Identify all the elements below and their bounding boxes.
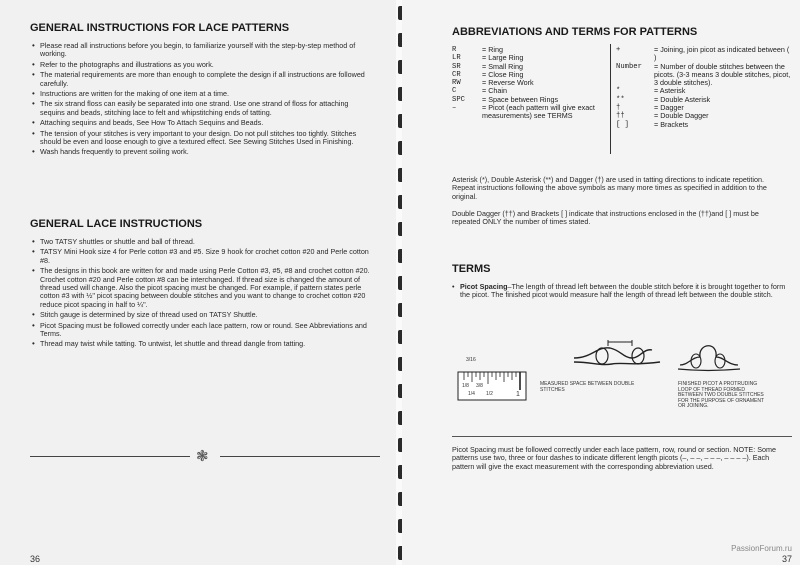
abbreviation-definition: = Small Ring xyxy=(482,61,523,71)
abbreviations-right-column xyxy=(616,46,791,129)
abbreviation-row xyxy=(452,79,607,87)
general-lace-list xyxy=(30,238,375,351)
abbreviations-left-column xyxy=(452,46,607,121)
brackets-paragraph: Double Dagger (††) and Brackets [ ] indicate that instructions enclosed in the (††)and [ ] must be repeated ONLY the number of times stated. xyxy=(452,209,759,227)
abbreviation-definition: = Picot (each pattern will give exact measurements) see TERMS xyxy=(482,103,595,121)
ruler-label-5: 1 xyxy=(516,391,520,398)
abbreviations-title: ABBREVIATIONS AND TERMS FOR PATTERNS xyxy=(452,26,698,38)
lace-instruction-item: • Picot Spacing must be followed correctly under each lace pattern, row or round. See Abbreviations and Terms. xyxy=(30,322,375,339)
ruler-illustration xyxy=(454,358,530,408)
finished-picot-illustration xyxy=(674,335,744,375)
general-instruction-item: • The material requirements are more than enough to complete the design if all instructions are followed carefully. xyxy=(30,71,375,88)
abbreviation-definition: = Dagger xyxy=(654,103,684,113)
picot-spacing-term: • Picot Spacing–The length of thread left between the double stitch before it is brought together to form the picot. The finished picot would measure half the length of thread left between the double stitch. xyxy=(452,282,786,300)
double-stitch-illustration xyxy=(572,336,662,372)
abbreviation-row xyxy=(616,46,791,63)
abbreviation-definition: = Joining, join picot as indicated between ( ) xyxy=(654,45,790,63)
lace-instruction-item: • Stitch gauge is determined by size of thread used on TATSY Shuttle. xyxy=(30,311,375,319)
abbreviation-symbol: ** xyxy=(616,95,625,104)
abbreviation-row xyxy=(616,121,791,129)
general-instruction-item: • The tension of your stitches is very important to your design. Do not pull stitches too tightly. Stitches should be even and loose enough to give a textured effect. See Sewing Stitches Used in Finishing. xyxy=(30,130,375,147)
right-page xyxy=(402,0,800,565)
abbreviation-definition: = Large Ring xyxy=(482,53,524,63)
lace-instruction-item: • Thread may twist while tatting. To untwist, let shuttle and thread dangle from tatting. xyxy=(30,340,375,348)
abbreviation-definition: = Brackets xyxy=(654,119,689,129)
abbreviation-symbol: † xyxy=(616,104,621,113)
page-number-right: 37 xyxy=(781,554,792,564)
abbreviation-definition: = Ring xyxy=(482,45,503,54)
divider-line-left xyxy=(30,456,190,457)
general-instruction-item: • The six strand floss can easily be separated into one strand. Use one strand of floss for attaching sequins and beads, stitching lace to felt and whipstitching ends of tatting. xyxy=(30,100,375,117)
general-instruction-item: • Please read all instructions before you begin, to familiarize yourself with the step-by-step method of working. xyxy=(30,42,375,59)
abbreviation-symbol: SPC xyxy=(452,95,465,104)
lace-instruction-item: • The designs in this book are written for and made using Perle Cotton #3, #5, #8 and crochet cotton #20. Crochet cotton #20 and Perle cotton #8 can be interchanged. If thread size is changed the amount of thread used will change. Also the picot spacing must be changed. For example, if pattern states perle cotton #3 with ½" picot spacing between double stitches and you want to change to crochet cotton #20 reduce picot spacing in half to ¼". xyxy=(30,267,375,309)
abbreviation-row xyxy=(452,63,607,71)
abbreviation-symbol: RW xyxy=(452,79,461,88)
abbreviation-symbol: SR xyxy=(452,62,461,71)
general-instruction-item: • Refer to the photographs and illustrations as you work. xyxy=(30,61,375,69)
abbreviation-row xyxy=(616,112,791,120)
abbreviation-definition: = Close Ring xyxy=(482,69,524,79)
ruler-top-label: 3/16 xyxy=(466,357,476,363)
finished-picot-caption: FINISHED PICOT A PROTRUDING LOOP OF THREAD FORMED BETWEEN TWO DOUBLE STITCHES FOR THE PURPOSE OF ORNAMENT OR JOINING. xyxy=(678,381,764,410)
section-title-general-lace: GENERAL LACE INSTRUCTIONS xyxy=(30,218,203,230)
abbreviation-row xyxy=(452,46,607,54)
abbreviations-column-divider xyxy=(610,44,611,154)
page-number-left: 36 xyxy=(30,554,41,564)
abbreviation-symbol: CR xyxy=(452,70,461,79)
ruler-label-3: 1/4 xyxy=(468,391,475,397)
general-instruction-item: • Instructions are written for the making of one item at a time. xyxy=(30,90,375,98)
left-page xyxy=(0,0,398,565)
lace-instruction-item: • Two TATSY shuttles or shuttle and ball of thread. xyxy=(30,238,375,246)
abbreviation-symbol: †† xyxy=(616,112,625,121)
abbreviation-symbol: C xyxy=(452,87,457,96)
abbreviation-definition: = Space between Rings xyxy=(482,94,559,104)
general-instructions-list xyxy=(30,42,375,159)
picot-spacing-definition: –The length of thread left between the double stitch before it is brought together to form the picot. The finished picot would measure half the length of thread left between the double stitch. xyxy=(460,282,786,300)
general-instruction-item: • Attaching sequins and beads, See How To Attach Sequins and Beads. xyxy=(30,119,375,127)
abbreviation-symbol: R xyxy=(452,46,457,54)
abbreviation-symbol: + xyxy=(616,46,621,54)
abbreviation-row xyxy=(452,54,607,62)
lace-instruction-item: • TATSY Mini Hook size 4 for Perle cotton #3 and #5. Size 9 hook for crochet cotton #20 and Perle cotton #8. xyxy=(30,248,375,265)
ruler-label-1: 1/8 xyxy=(462,383,469,389)
abbreviation-row xyxy=(616,96,791,104)
ornament-flower-icon: ❃ xyxy=(196,448,209,465)
watermark: PassionForum.ru xyxy=(731,544,792,553)
abbreviation-symbol: [ ] xyxy=(616,120,629,129)
abbreviation-definition: = Double Asterisk xyxy=(654,94,711,104)
general-instruction-item: • Wash hands frequently to prevent soiling work. xyxy=(30,148,375,156)
picot-spacing-label: Picot Spacing xyxy=(460,282,508,291)
section-title-general-instructions: GENERAL INSTRUCTIONS FOR LACE PATTERNS xyxy=(30,22,290,34)
bottom-divider xyxy=(452,436,792,437)
picot-spacing-note: Picot Spacing must be followed correctly under each lace pattern, row, round or section. NOTE: Some patterns use two, three or four dashes to indicate different length picots (–, – –, – – –, – – – –). Each pattern will give the exact measurement with the corresponding abbreviation used. xyxy=(452,445,776,471)
repetition-paragraph: Asterisk (*), Double Asterisk (**) and Dagger (†) are used in tatting directions to indicate repetition. Repeat instructions following the above symbols as many more times as specified in addition to the original. xyxy=(452,175,767,201)
ruler-label-4: 1/2 xyxy=(486,391,493,397)
measured-space-caption: MEASURED SPACE BETWEEN DOUBLE STITCHES xyxy=(540,381,635,393)
abbreviation-symbol: LR xyxy=(452,54,461,63)
abbreviation-definition: = Reverse Work xyxy=(482,78,534,88)
abbreviation-row xyxy=(616,63,791,88)
abbreviation-symbol: – xyxy=(452,104,457,113)
divider-line-right xyxy=(220,456,380,457)
ruler-label-2: 3/8 xyxy=(476,383,483,389)
abbreviation-symbol: Number xyxy=(616,62,642,71)
abbreviation-definition: = Number of double stitches between the picots. (3-3 means 3 double stitches, picot, 3 double stitches). xyxy=(654,61,791,88)
abbreviation-row xyxy=(452,104,607,121)
abbreviation-symbol: * xyxy=(616,87,621,96)
abbreviation-definition: = Double Dagger xyxy=(654,111,709,121)
abbreviation-definition: = Asterisk xyxy=(654,86,686,96)
terms-title: TERMS xyxy=(452,263,491,275)
abbreviation-definition: = Chain xyxy=(482,86,507,96)
